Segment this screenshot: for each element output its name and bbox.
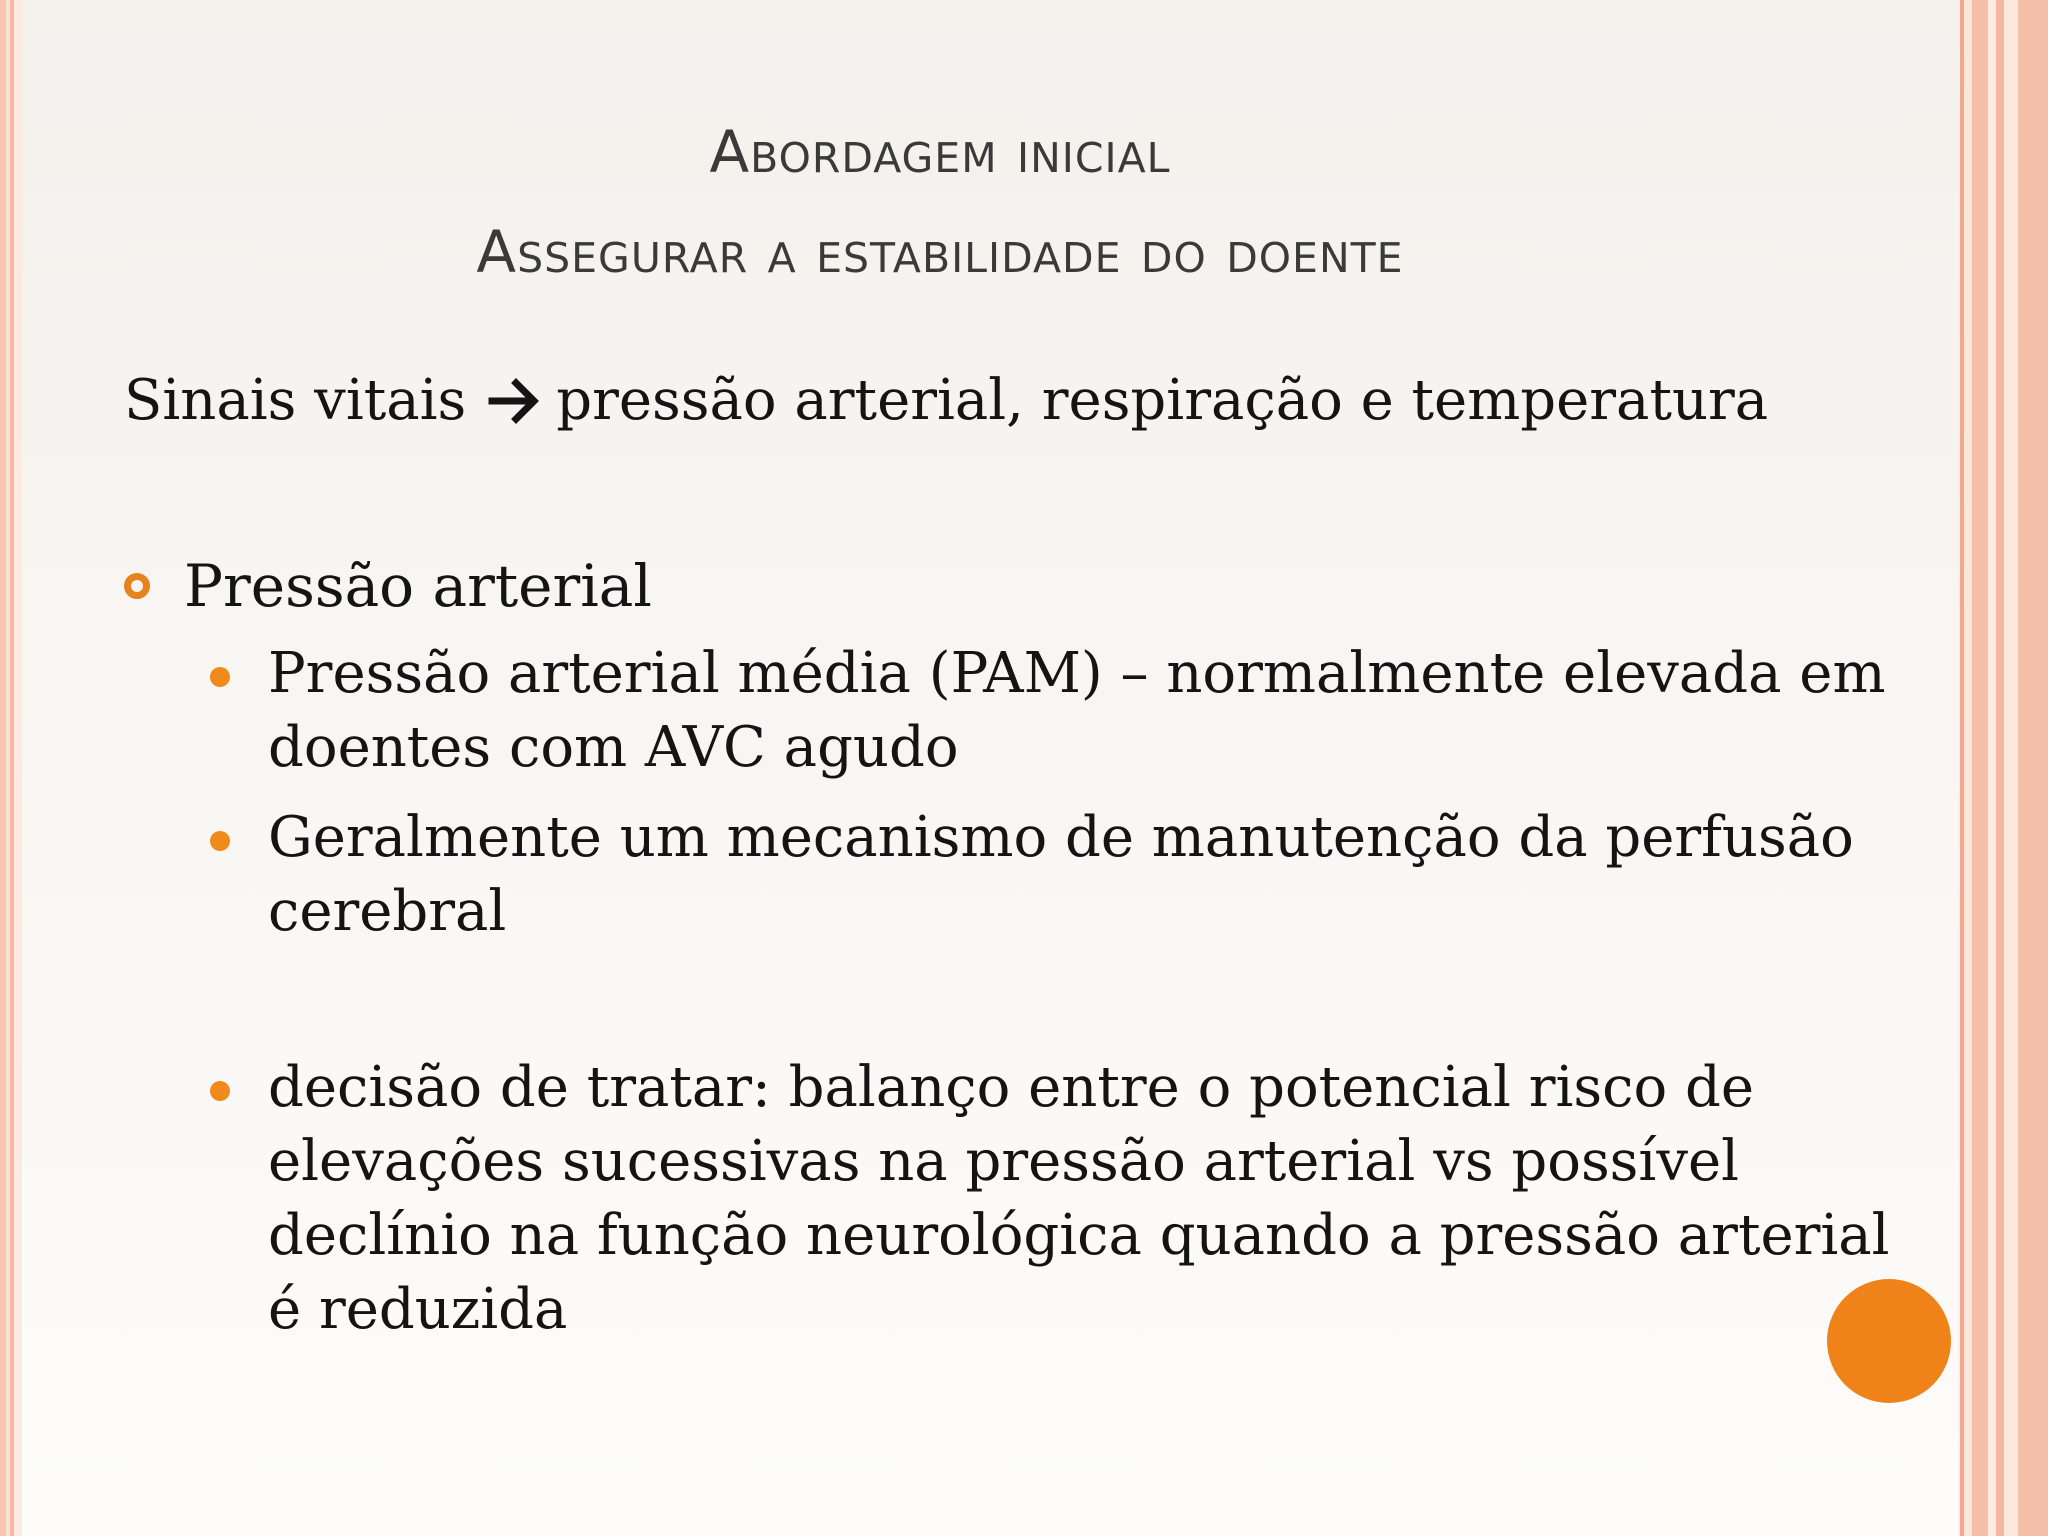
- section-heading: [124, 552, 652, 620]
- right-decorative-border: [1958, 0, 2048, 1536]
- decorative-orange-circle: [1827, 1279, 1951, 1403]
- dot-bullet-icon: [210, 667, 230, 687]
- list-item: Pressão arterial média (PAM) – normalmente elevada em doentes com AVC agudo: [268, 641, 1886, 780]
- list-item: Geralmente um mecanismo de manutenção da perfusão cerebral: [268, 805, 1854, 944]
- slide-title-line-1: Abordagem inicial: [709, 118, 1171, 186]
- ring-bullet-icon: [124, 573, 150, 599]
- dot-bullet-icon: [210, 831, 230, 851]
- intro-line: [124, 368, 1768, 433]
- slide-title-line-2: Assegurar a estabilidade do doente: [476, 218, 1404, 286]
- intro-label: Sinais vitais: [124, 368, 467, 433]
- list-item: decisão de tratar: balanço entre o potencial risco de elevações sucessivas na pressão arterial vs possível declínio na função neurológica quando a pressão arterial é reduzida: [268, 1055, 1890, 1342]
- intro-text: pressão arterial, respiração e temperatura: [556, 368, 1769, 433]
- section-heading-text: Pressão arterial: [184, 552, 652, 620]
- right-arrow-icon: [486, 373, 544, 429]
- dot-bullet-icon: [210, 1081, 230, 1101]
